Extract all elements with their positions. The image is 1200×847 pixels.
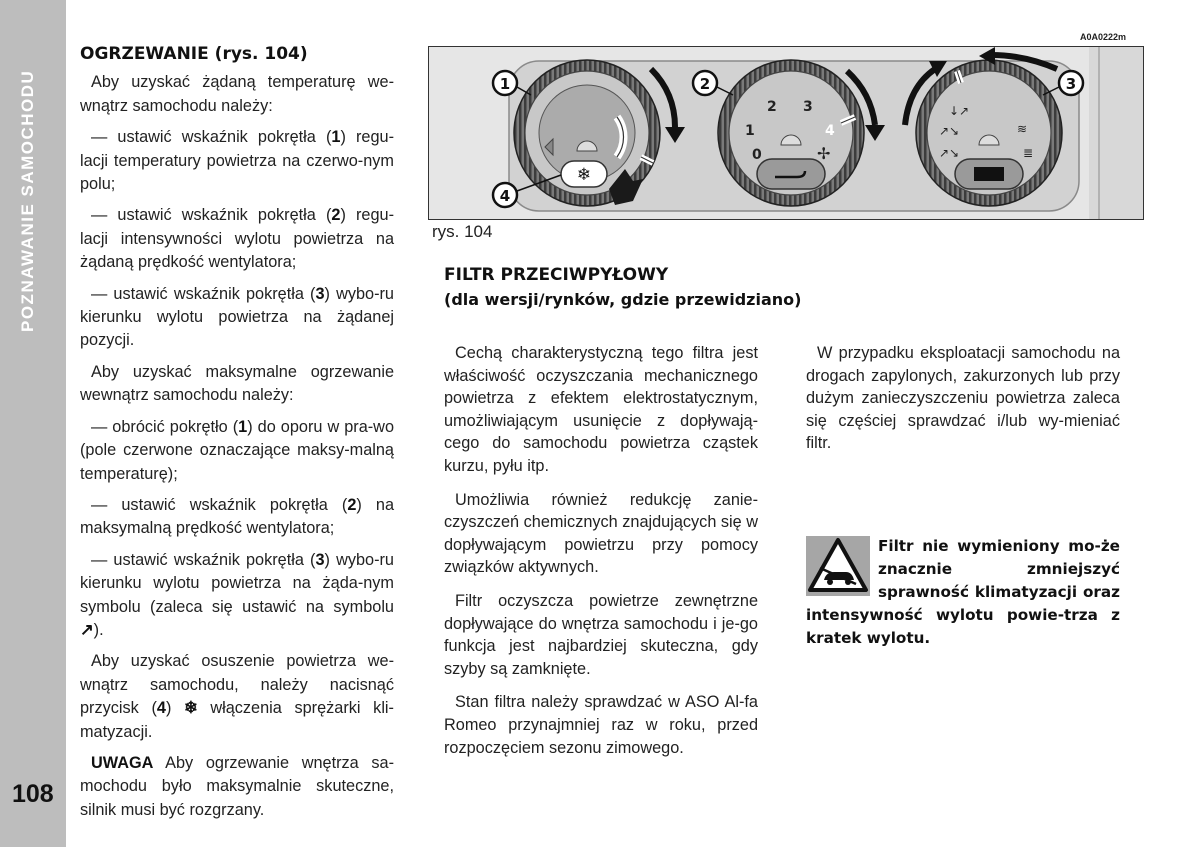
svg-text:2: 2 (699, 75, 711, 93)
filter-title: FILTR PRZECIWPYŁOWY (444, 265, 669, 285)
filter-column-right (806, 342, 1120, 455)
note-label: UWAGA (91, 753, 154, 772)
heating-heading (80, 43, 394, 66)
sidebar-strip (0, 0, 66, 847)
section-title-vertical: POZNAWANIE SAMOCHODU (18, 69, 37, 332)
fan-scale-4: 4 (825, 123, 835, 139)
snowflake-icon: ❄ (184, 699, 198, 718)
dehumidify-paragraph: Aby uzyskać osuszenie powietrza we-wnątrz samochodu, należy nacisnąć przycisk (4) ❄ włączenia sprężarki kli-matyzacji. (80, 652, 394, 741)
air-distribution-knob (916, 60, 1062, 206)
heating-step-1: — ustawić wskaźnik pokrętła (1) regu-lacji temperatury powietrza na czerwo-nym polu; (80, 128, 394, 194)
svg-text:↓↗: ↓↗ (949, 104, 970, 118)
heating-column (80, 43, 394, 830)
filter-paragraph-1: Cechą charakterystyczną tego filtra jest właściwość oczyszczania mechanicznego powietrza z efektem elektrostatycznym, umożliwiającym usunięcie z dopływają-cego do samochodu powietrza cząstek kurzu, pyłu itp. (444, 344, 758, 475)
windshield-vent-icon: ↗ (80, 620, 94, 639)
max-heating-step-3: — ustawić wskaźnik pokrętła (3) wybo-ru kierunku wylotu powietrza na żąda-nym symbolu (zaleca się ustawić na symbolu ↗). (80, 550, 394, 639)
svg-text:4: 4 (499, 187, 511, 205)
figure-code: A0A0222m (1080, 32, 1127, 42)
heating-step-2: — ustawić wskaźnik pokrętła (2) regu-lacji intensywności wylotu powietrza na żądaną prędkość wentylatora; (80, 206, 394, 272)
filter-paragraph-2: Umożliwia również redukcję zanie-czyszczeń chemicznych znajdujących się w dopływającym powietrzu przy pomocy związków aktywnych. (444, 490, 758, 577)
heating-paragraph: Aby uzyskać żądaną temperaturę we-wnątrz samochodu należy: (80, 73, 394, 115)
fan-scale-1: 1 (745, 123, 755, 139)
page-number: 108 (12, 780, 54, 808)
filter-paragraph-4: Stan filtra należy sprawdzać w ASO Al-fa Romeo przynajmniej raz w roku, przed rozpoczęciem sezonu zimowego. (444, 693, 758, 757)
filter-column-left (444, 342, 758, 770)
filter-heading (444, 262, 864, 312)
svg-text:↗↘: ↗↘ (939, 124, 960, 138)
warning-text: Filtr nie wymieniony mo-że znacznie zmniejszyć sprawność klimatyzacji oraz intensywność wylotu powie-trza z kratek wylotu. (806, 537, 1120, 647)
heating-figure-ref: (rys. 104) (214, 44, 308, 64)
svg-text:≋: ≋ (1017, 122, 1028, 136)
svg-text:↗↘: ↗↘ (939, 146, 960, 160)
note-paragraph: UWAGA Aby ogrzewanie wnętrza sa-mochodu było maksymalnie skuteczne, silnik musi być rozgrzany. (80, 753, 394, 819)
fan-icon: ✢ (817, 144, 831, 163)
max-heating-step-1: — obrócić pokrętło (1) do oporu w pra-wo (pole czerwone oznaczające maksy-malną temperaturę); (80, 417, 394, 483)
heating-step-3: — ustawić wskaźnik pokrętła (3) wybo-ru kierunku wylotu powietrza na żądanej pozycji. (80, 284, 394, 350)
figure-caption: rys. 104 (432, 222, 493, 241)
svg-text:3: 3 (1065, 75, 1077, 93)
max-heating-paragraph: Aby uzyskać maksymalne ogrzewanie wewnątrz samochodu należy: (80, 362, 394, 405)
max-heating-step-2: — ustawić wskaźnik pokrętła (2) na maksymalną prędkość wentylatora; (80, 495, 394, 538)
warning-note (806, 535, 1120, 650)
filter-paragraph-3: Filtr oczyszcza powietrze zewnętrzne dopływające do wnętrza samochodu i je-go funkcja jest najbardziej skuteczna, gdy szyby są zamknięte. (444, 591, 758, 678)
fan-speed-knob (718, 60, 864, 206)
fan-scale-0: 0 (752, 147, 762, 163)
filter-subtitle: (dla wersji/rynków, gdzie przewidziano) (444, 290, 802, 309)
filter-paragraph-5: W przypadku eksploatacji samochodu na drogach zapylonych, zakurzonych lub przy dużym zanieczyszczeniu powietrza zaleca się częściej sprawdzać i/lub wy-mieniać filtr. (806, 344, 1120, 453)
ac-snowflake-icon: ❄ (576, 165, 592, 185)
svg-text:≣: ≣ (1023, 146, 1034, 160)
fan-scale-2: 2 (767, 99, 777, 115)
heating-title: OGRZEWANIE (80, 44, 209, 64)
climate-control-figure (428, 46, 1144, 220)
fan-scale-3: 3 (803, 99, 813, 115)
svg-text:1: 1 (499, 75, 511, 93)
